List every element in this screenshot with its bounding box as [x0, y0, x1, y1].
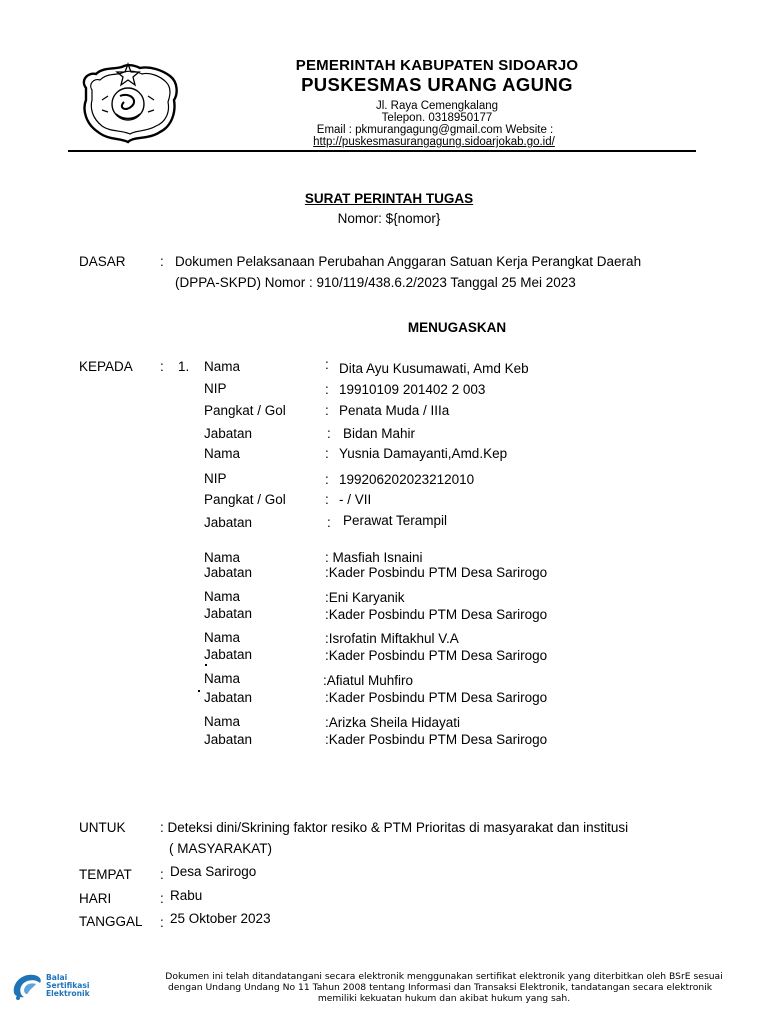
- header-divider: [68, 150, 696, 152]
- hari-value: Rabu: [170, 888, 203, 903]
- kader-1-jabatan-value: :Kader Posbindu PTM Desa Sarirogo: [325, 565, 548, 580]
- dasar-line-1: Dokumen Pelaksanaan Perubahan Anggaran Satuan Kerja Perangkat Daerah: [175, 254, 642, 269]
- tempat-value: Desa Sarirogo: [170, 864, 257, 879]
- p2-nama-value: Yusnia Damayanti,Amd.Kep: [339, 446, 508, 461]
- p1-jabatan-value: Bidan Mahir: [343, 426, 416, 441]
- p2-pangkat-colon: :: [325, 492, 329, 507]
- kader-3-jabatan-value: :Kader Posbindu PTM Desa Sarirogo: [325, 648, 548, 663]
- kepada-colon: :: [160, 359, 164, 374]
- email-line: Email : pkmurangagung@gmail.com Website :: [316, 124, 554, 136]
- p1-jabatan-label: Jabatan: [204, 426, 253, 441]
- organization-name: PUSKESMAS URANG AGUNG: [301, 74, 573, 95]
- p2-jabatan-colon: :: [327, 515, 331, 530]
- untuk-line-1: : Deteksi dini/Skrining faktor resiko & PTM Prioritas di masyarakat dan institusi: [160, 820, 629, 835]
- address: Jl. Raya Cemengkalang: [375, 100, 499, 112]
- footer-line-2: dengan Undang Undang No 11 Tahun 2008 tentang Informasi dan Transaksi Elektronik, tandatangan secara elektronik: [167, 982, 713, 993]
- letter-number: Nomor: ${nomor}: [337, 211, 441, 226]
- bsre-logo-icon: [10, 971, 44, 1001]
- kader-2-nama-label: Nama: [204, 589, 241, 604]
- p1-nama-colon: :: [325, 357, 329, 372]
- kader-5-jabatan-label: Jabatan: [204, 732, 253, 747]
- stray-dot: [205, 664, 207, 666]
- tanggal-label: TANGGAL: [79, 914, 143, 929]
- p1-pangkat-colon: :: [325, 403, 329, 418]
- kader-4-nama-value: :Afiatul Muhfiro: [323, 673, 414, 688]
- hari-colon: :: [160, 891, 164, 906]
- p2-nama-label: Nama: [204, 446, 241, 461]
- p2-pangkat-label: Pangkat / Gol: [204, 492, 286, 507]
- p1-nama-value: Dita Ayu Kusumawati, Amd Keb: [339, 361, 529, 376]
- p2-nip-label: NIP: [204, 471, 227, 486]
- footer-line-3: memiliki kekuatan hukum dan akibat hukum yang sah.: [317, 993, 571, 1004]
- p1-pangkat-value: Penata Muda / IIIa: [339, 403, 450, 418]
- government-name: PEMERINTAH KABUPATEN SIDOARJO: [295, 57, 579, 74]
- kader-5-nama-value: :Arizka Sheila Hidayati: [325, 715, 461, 730]
- p1-jabatan-colon: :: [327, 426, 331, 441]
- regency-crest-logo: [78, 60, 182, 146]
- untuk-line-2: ( MASYARAKAT): [169, 841, 273, 856]
- kader-2-jabatan-value: :Kader Posbindu PTM Desa Sarirogo: [325, 607, 548, 622]
- p1-nama-label: Nama: [204, 359, 241, 374]
- kader-4-nama-label: Nama: [204, 671, 241, 686]
- p1-pangkat-label: Pangkat / Gol: [204, 403, 286, 418]
- p1-nip-colon: :: [325, 382, 329, 397]
- bsre-line-2: Sertifikasi: [46, 981, 90, 990]
- website-link[interactable]: http://puskesmasurangagung.sidoarjokab.go.id/: [313, 136, 555, 148]
- kader-1-nama-value: : Masfiah Isnaini: [325, 550, 423, 565]
- tanggal-value: 25 Oktober 2023: [170, 911, 271, 926]
- kader-5-nama-label: Nama: [204, 714, 241, 729]
- p2-nama-colon: :: [325, 446, 329, 461]
- p1-nip-label: NIP: [204, 381, 227, 396]
- kader-3-jabatan-label: Jabatan: [204, 647, 253, 662]
- bsre-line-3: Elektronik: [46, 989, 90, 998]
- tanggal-colon: :: [160, 915, 164, 930]
- tempat-colon: :: [160, 867, 164, 882]
- dasar-line-2: (DPPA-SKPD) Nomor : 910/119/438.6.2/2023 Tanggal 25 Mei 2023: [175, 275, 576, 290]
- untuk-label: UNTUK: [79, 820, 126, 835]
- p2-nip-colon: :: [325, 472, 329, 487]
- kader-3-nama-label: Nama: [204, 630, 241, 645]
- dasar-colon: :: [160, 254, 164, 269]
- p2-nip-value: 199206202023212010: [339, 472, 475, 487]
- menugaskan-heading: MENUGASKAN: [407, 320, 507, 335]
- tempat-label: TEMPAT: [79, 867, 132, 882]
- kader-2-nama-value: :Eni Karyanik: [325, 590, 405, 605]
- kader-3-nama-value: :Isrofatin Miftakhul V.A: [325, 631, 459, 646]
- hari-label: HARI: [79, 891, 112, 906]
- phone: Telepon. 0318950177: [381, 112, 493, 124]
- stray-dot: [198, 690, 200, 692]
- kader-2-jabatan-label: Jabatan: [204, 606, 253, 621]
- kader-5-jabatan-value: :Kader Posbindu PTM Desa Sarirogo: [325, 732, 548, 747]
- kepada-label: KEPADA: [79, 359, 133, 374]
- kader-1-jabatan-label: Jabatan: [204, 565, 253, 580]
- footer-line-1: Dokumen ini telah ditandatangani secara elektronik menggunakan sertifikat elektronik yang diterbitkan oleh BSrE sesuai: [165, 971, 723, 982]
- p2-jabatan-value: Perawat Terampil: [343, 513, 448, 528]
- p2-jabatan-label: Jabatan: [204, 515, 253, 530]
- p2-pangkat-value: - / VII: [339, 492, 372, 507]
- p1-nip-value: 19910109 201402 2 003: [339, 382, 486, 397]
- kader-4-jabatan-label: Jabatan: [204, 690, 253, 705]
- bsre-line-1: Balai: [46, 973, 68, 982]
- kepada-number: 1.: [178, 359, 190, 374]
- letter-title: SURAT PERINTAH TUGAS: [304, 191, 474, 206]
- kader-1-nama-label: Nama: [204, 550, 241, 565]
- kader-4-jabatan-value: :Kader Posbindu PTM Desa Sarirogo: [325, 690, 548, 705]
- dasar-label: DASAR: [79, 254, 126, 269]
